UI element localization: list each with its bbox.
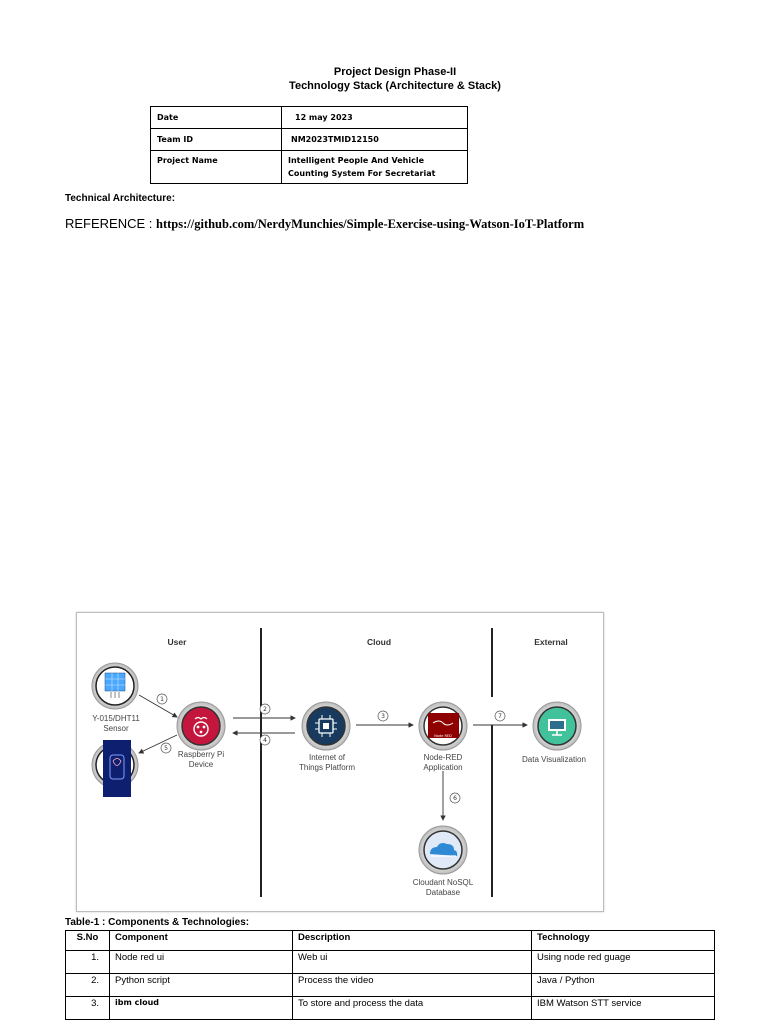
- cell-component: Node red ui: [110, 951, 293, 974]
- reference-link[interactable]: https://github.com/NerdyMunchies/Simple-Exercise-using-Watson-IoT-Platform: [156, 217, 585, 231]
- section-external: External: [534, 637, 568, 647]
- technical-architecture-heading: Technical Architecture:: [65, 193, 176, 204]
- architecture-diagram: [76, 612, 604, 912]
- cell-component: ibm cloud: [110, 997, 293, 1020]
- cell-technology: Java / Python: [532, 974, 715, 997]
- reference-label: REFERENCE :: [65, 216, 157, 231]
- meta-key: Date: [151, 107, 282, 129]
- cell-description: Web ui: [293, 951, 532, 974]
- table-header-row: [66, 931, 715, 951]
- cell-description: To store and process the data: [293, 997, 532, 1020]
- meta-value: NM2023TMID12150: [282, 129, 468, 151]
- cell-description: Process the video: [293, 974, 532, 997]
- cell-sno: 2.: [66, 974, 110, 997]
- step-1-label: 1: [160, 696, 164, 703]
- meta-key: Team ID: [151, 129, 282, 151]
- table-row: [66, 974, 715, 997]
- meta-value: Intelligent People And Vehicle Counting System For Secretariat: [282, 151, 468, 184]
- raspberry-pi-label: Raspberry Pi Device: [177, 750, 225, 769]
- table-row: [66, 997, 715, 1020]
- cell-component: Python script: [110, 974, 293, 997]
- meta-row-date: [151, 107, 468, 129]
- project-meta-table: [150, 106, 468, 184]
- data-visualization-label: Data Visualization: [522, 755, 586, 764]
- step-6-label: 6: [453, 795, 457, 802]
- header-description: Description: [293, 931, 532, 951]
- meta-row-project-name: [151, 151, 468, 184]
- cell-technology: IBM Watson STT service: [532, 997, 715, 1020]
- cloudant-label: Cloudant NoSQL Database: [412, 878, 474, 897]
- cell-sno: 1.: [66, 951, 110, 974]
- reference-line: [65, 216, 584, 232]
- step-5-label: 5: [164, 745, 168, 752]
- section-user: User: [167, 637, 187, 647]
- components-table-title: Table-1 : Components & Technologies:: [65, 917, 250, 928]
- step-3-label: 3: [381, 713, 385, 720]
- table-row: [66, 951, 715, 974]
- node-red-icon: [419, 702, 467, 750]
- header-technology: Technology: [532, 931, 715, 951]
- header-sno: S.No: [66, 931, 110, 951]
- step-2-label: 2: [263, 706, 267, 713]
- raspberry-pi-icon: [177, 702, 225, 750]
- meta-key: Project Name: [151, 151, 282, 184]
- meta-row-team-id: [151, 129, 468, 151]
- mobile-device-icon: [92, 740, 138, 797]
- document-title: Project Design Phase-II: [333, 66, 457, 78]
- cell-sno: 3.: [66, 997, 110, 1020]
- iot-platform-icon: [302, 702, 350, 750]
- components-table: [65, 930, 715, 1020]
- cell-technology: Using node red guage: [532, 951, 715, 974]
- data-visualization-icon: [533, 702, 581, 750]
- section-cloud: Cloud: [366, 637, 392, 647]
- iot-platform-label: Internet of Things Platform: [298, 753, 356, 772]
- sensor-label: Y-015/DHT11 Sensor: [92, 714, 140, 733]
- node-red-label: Node-RED Application: [423, 753, 463, 772]
- document-subtitle: Technology Stack (Architecture & Stack): [289, 80, 501, 92]
- node-red-badge-text: Node RED: [434, 734, 452, 738]
- meta-value: 12 may 2023: [282, 107, 468, 129]
- step-7-label: 7: [498, 713, 502, 720]
- cloudant-database-icon: [419, 826, 467, 874]
- step-4-label: 4: [263, 737, 267, 744]
- dht11-sensor-icon: [92, 663, 138, 709]
- header-component: Component: [110, 931, 293, 951]
